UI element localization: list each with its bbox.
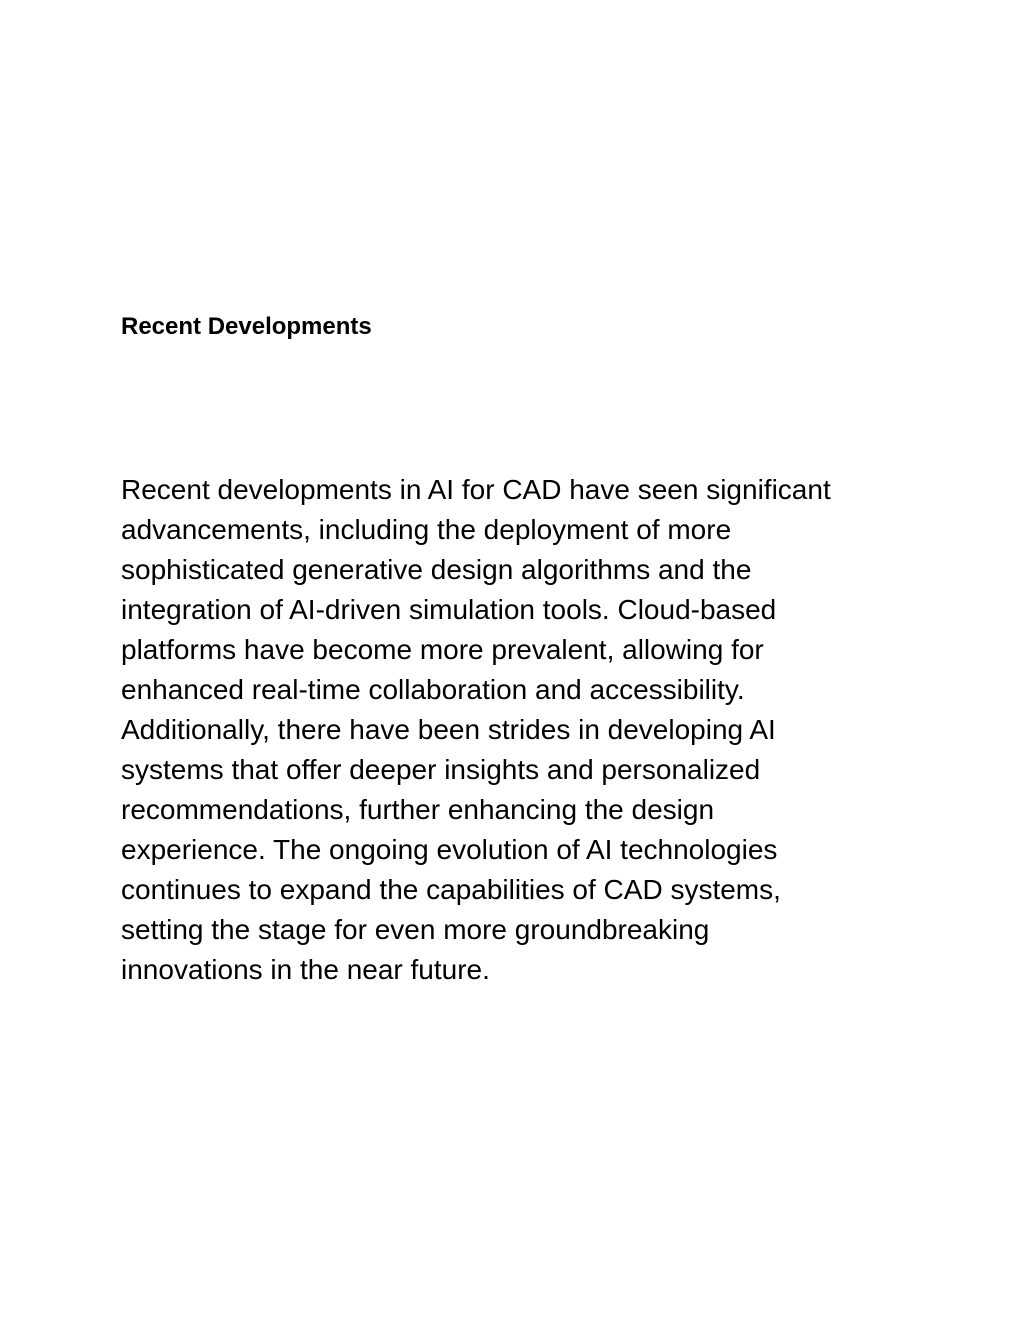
- paragraph-line: sophisticated generative design algorithms and the: [121, 554, 752, 585]
- paragraph-line: integration of AI-driven simulation tools. Cloud-based: [121, 594, 777, 625]
- paragraph-line: recommendations, further enhancing the design: [121, 794, 715, 825]
- paragraph-line: experience. The ongoing evolution of AI technologies: [121, 834, 778, 865]
- paragraph-line: advancements, including the deployment of more: [121, 514, 732, 545]
- paragraph-line: Additionally, there have been strides in developing AI: [121, 714, 776, 745]
- paragraph-line: enhanced real-time collaboration and accessibility.: [121, 674, 745, 705]
- paragraph-line: Recent developments in AI for CAD have seen significant: [121, 474, 831, 505]
- section-heading: Recent Developments: [121, 313, 372, 340]
- paragraph-line: platforms have become more prevalent, allowing for: [121, 634, 764, 665]
- paragraph-line: continues to expand the capabilities of CAD systems,: [121, 874, 781, 905]
- paragraph-line: setting the stage for even more groundbreaking: [121, 914, 710, 945]
- paragraph-line: systems that offer deeper insights and personalized: [121, 754, 761, 785]
- body-paragraph: [121, 470, 831, 990]
- paragraph-line: innovations in the near future.: [121, 954, 490, 985]
